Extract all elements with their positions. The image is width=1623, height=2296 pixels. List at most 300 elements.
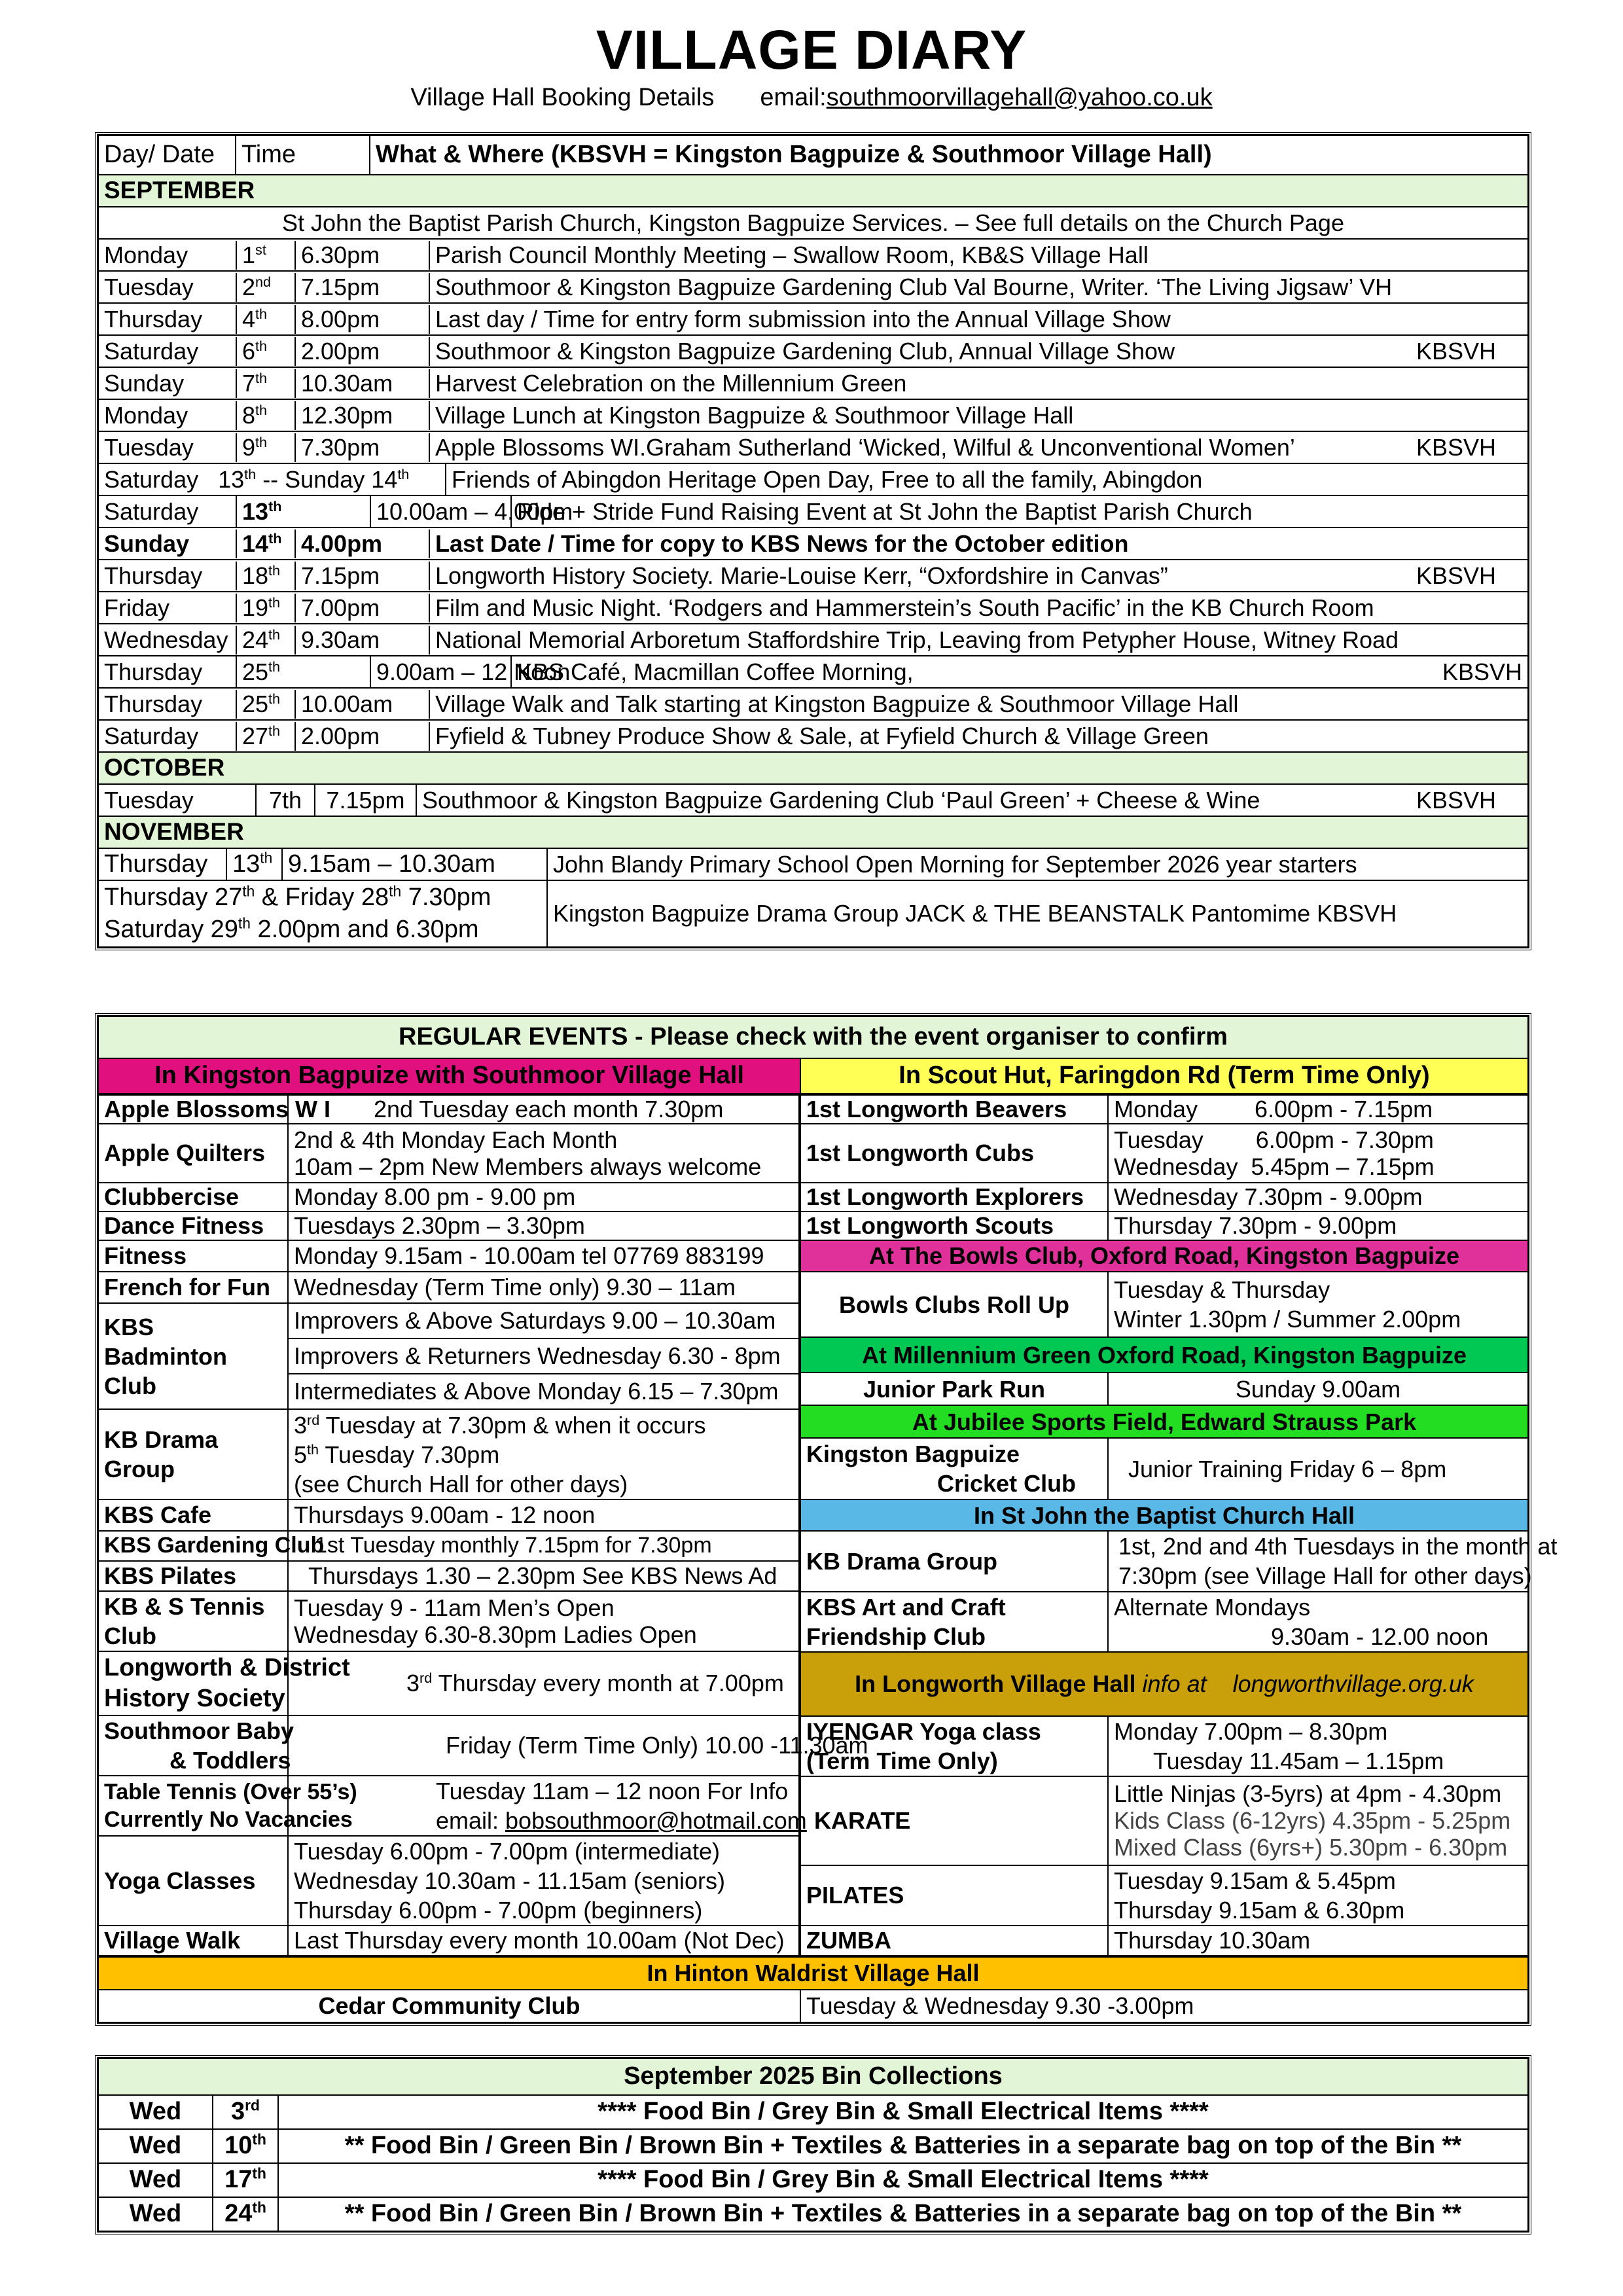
jubilee-field-header: At Jubilee Sports Field, Edward Strauss Park bbox=[800, 1405, 1528, 1438]
event-date-cell bbox=[236, 722, 295, 751]
event-schedule: Wednesday (Term Time only) 9.30 – 11am bbox=[288, 1272, 799, 1303]
event-time: 9.00am – 12 Noon bbox=[370, 656, 511, 687]
regular-event-row bbox=[800, 1438, 1528, 1499]
event-name: 1st Longworth Scouts bbox=[800, 1211, 1108, 1240]
col-day-date: Day/ Date bbox=[98, 135, 236, 175]
event-time: 9.15am – 10.30am bbox=[282, 849, 547, 880]
event-schedule: Intermediates & Above Monday 6.15 – 7.30pm bbox=[288, 1374, 799, 1409]
event-schedule: Monday 7.00pm – 8.30pm bbox=[1114, 1717, 1388, 1745]
event-date: 7 bbox=[242, 369, 256, 397]
event-row bbox=[98, 495, 1528, 528]
event-description: Village Walk and Talk starting at Kingston Bagpuize & Southmoor Village Hall bbox=[435, 690, 1239, 717]
event-schedule: 5 bbox=[294, 1441, 308, 1468]
event-day: Thursday bbox=[99, 690, 236, 719]
event-schedule: Thursday 10.30am bbox=[1108, 1926, 1528, 1956]
date-suffix: th bbox=[252, 2164, 266, 2182]
date-suffix: th bbox=[242, 882, 255, 899]
bin-row bbox=[98, 2129, 1528, 2163]
bin-collections-frame bbox=[95, 2055, 1531, 2234]
event-name: KB Drama Group bbox=[800, 1531, 1108, 1591]
event-day: Tuesday bbox=[99, 433, 236, 462]
event-day: Saturday bbox=[99, 722, 236, 751]
event-name: KBS Badminton Club bbox=[98, 1303, 288, 1409]
longworth-hall-header: In Longworth Village Hall bbox=[855, 1670, 1136, 1697]
event-time: 8.00pm bbox=[295, 305, 429, 334]
event-name: Yoga Classes bbox=[98, 1836, 288, 1926]
event-schedule: Thursday 6.00pm - 7.00pm (beginners) bbox=[294, 1897, 703, 1924]
event-schedule: Tuesday 11.45am – 1.15pm bbox=[1153, 1747, 1444, 1774]
event-row bbox=[98, 431, 1528, 463]
date-suffix: th bbox=[389, 882, 402, 899]
bowls-club-header: At The Bowls Club, Oxford Road, Kingston Bagpuize bbox=[800, 1240, 1528, 1272]
event-description: Southmoor & Kingston Bagpuize Gardening Club, Annual Village Show bbox=[435, 337, 1175, 365]
event-schedule: Junior Training Friday 6 – 8pm bbox=[1108, 1438, 1528, 1499]
event-date: 25 bbox=[242, 690, 269, 717]
regular-event-row bbox=[98, 1836, 799, 1926]
event-schedule: Improvers & Above Saturdays 9.00 – 10.30am bbox=[288, 1303, 799, 1338]
event-schedule: Wednesday 10.30am - 11.15am (seniors) bbox=[294, 1867, 726, 1894]
panto-time: 2.00pm and 6.30pm bbox=[250, 916, 479, 943]
regular-event-row bbox=[800, 1372, 1528, 1405]
event-row bbox=[98, 880, 1528, 947]
event-day: Thursday bbox=[99, 849, 226, 880]
date-suffix: th bbox=[268, 562, 281, 579]
panto-date: Saturday 29 bbox=[104, 916, 238, 943]
event-schedule: 7:30pm (see Village Hall for other days) bbox=[1118, 1562, 1532, 1590]
regular-events-table bbox=[98, 1016, 1529, 1094]
bin-day: Wed bbox=[98, 2197, 213, 2231]
date-suffix: rd bbox=[307, 1411, 320, 1428]
regular-event-row bbox=[98, 1124, 799, 1183]
event-description: National Memorial Arboretum Staffordshire Trip, Leaving from Petypher House, Witney Road bbox=[435, 626, 1399, 653]
bin-row bbox=[98, 2095, 1528, 2129]
date-suffix: th bbox=[397, 465, 410, 482]
event-time: 7.15pm bbox=[295, 273, 429, 302]
event-name: History Society bbox=[104, 1685, 285, 1712]
event-schedule: 1st Tuesday monthly 7.15pm for 7.30pm bbox=[288, 1531, 799, 1561]
event-time: 10.00am – 4.00pm bbox=[370, 496, 511, 527]
regular-event-row bbox=[800, 1716, 1528, 1776]
bin-collections-table bbox=[98, 2058, 1529, 2232]
church-note: St John the Baptist Parish Church, Kingston Bagpuize Services. – See full details on the Church Page bbox=[98, 207, 1528, 239]
event-schedule: Tuesday & Thursday bbox=[1114, 1276, 1330, 1304]
event-date: 6 bbox=[242, 337, 256, 365]
event-time: 10.30am bbox=[295, 369, 429, 398]
date-suffix: st bbox=[255, 241, 266, 258]
event-description: John Blandy Primary School Open Morning for September 2026 year starters bbox=[553, 850, 1357, 878]
event-description: Southmoor & Kingston Bagpuize Gardening Club ‘Paul Green’ + Cheese & Wine bbox=[422, 786, 1260, 814]
panto-dates-line1 bbox=[104, 882, 541, 914]
date-suffix: th bbox=[255, 369, 268, 386]
event-description: Parish Council Monthly Meeting – Swallow Room, KB&S Village Hall bbox=[435, 241, 1149, 268]
event-name: Apple Blossoms W I bbox=[98, 1095, 288, 1124]
event-time: 2.00pm bbox=[295, 722, 429, 751]
event-name: 1st Longworth Cubs bbox=[800, 1124, 1108, 1183]
event-day: Friday bbox=[99, 594, 236, 622]
event-what-cell bbox=[429, 401, 1527, 430]
event-name: KARATE bbox=[800, 1776, 1108, 1865]
event-time: 7.00pm bbox=[295, 594, 429, 622]
regular-event-row bbox=[98, 1183, 799, 1211]
date-suffix: th bbox=[268, 690, 281, 707]
regular-event-row bbox=[800, 1531, 1528, 1591]
event-schedule: Kids Class (6-12yrs) 4.35pm - 5.25pm bbox=[1114, 1807, 1511, 1835]
event-time: 7.30pm bbox=[295, 433, 429, 462]
event-schedule: 6.00pm - 7.15pm bbox=[1255, 1096, 1433, 1123]
event-schedule: Tuesday 7.30pm bbox=[319, 1441, 500, 1468]
regular-event-row bbox=[98, 1715, 799, 1776]
bin-day: Wed bbox=[98, 2163, 213, 2197]
event-name: Village Walk bbox=[98, 1926, 288, 1956]
bin-day: Wed bbox=[98, 2129, 213, 2163]
booking-details bbox=[0, 84, 1623, 112]
event-day: Tuesday bbox=[99, 273, 236, 302]
event-schedule: 2nd & 4th Monday Each Month bbox=[294, 1126, 618, 1153]
event-day: Thursday bbox=[99, 305, 236, 334]
date-suffix: nd bbox=[255, 273, 272, 290]
event-day: Saturday bbox=[99, 496, 236, 527]
bin-day: Wed bbox=[98, 2095, 213, 2129]
event-name: Cricket Club bbox=[937, 1470, 1077, 1498]
event-schedule: 2nd Tuesday each month 7.30pm bbox=[288, 1095, 799, 1124]
event-name: Dance Fitness bbox=[98, 1211, 288, 1240]
event-time: 6.30pm bbox=[295, 241, 429, 270]
event-schedule: Wednesday 7.30pm - 9.00pm bbox=[1108, 1183, 1528, 1211]
event-schedule: Little Ninjas (3-5yrs) at 4pm - 4.30pm bbox=[1114, 1780, 1502, 1807]
event-description: Village Lunch at Kingston Bagpuize & Southmoor Village Hall bbox=[435, 401, 1074, 429]
date-suffix: th bbox=[252, 2130, 266, 2148]
panto-dates-line2 bbox=[104, 914, 541, 946]
date-suffix: th bbox=[255, 337, 268, 354]
regular-events-title: REGULAR EVENTS - Please check with the event organiser to confirm bbox=[98, 1016, 1528, 1058]
event-date-cell bbox=[236, 369, 295, 398]
bin-row bbox=[98, 2197, 1528, 2231]
event-schedule: Tuesday 9 - 11am Men’s Open bbox=[294, 1594, 615, 1621]
date-suffix: rd bbox=[419, 1670, 433, 1687]
bin-collections-title: September 2025 Bin Collections bbox=[98, 2058, 1528, 2095]
month-october: OCTOBER bbox=[98, 752, 1528, 784]
event-what-cell bbox=[429, 369, 1527, 398]
event-venue-tag: KBSVH bbox=[1442, 658, 1522, 685]
event-schedule: Tuesday 6.00pm - 7.30pm bbox=[1114, 1126, 1434, 1153]
event-date: 25 bbox=[242, 658, 269, 685]
event-row bbox=[98, 560, 1528, 592]
event-name: & Toddlers bbox=[169, 1747, 291, 1774]
event-date-cell bbox=[236, 626, 295, 655]
month-november: NOVEMBER bbox=[98, 816, 1528, 848]
event-date: 1 bbox=[242, 241, 256, 268]
event-date: 13 bbox=[242, 497, 269, 525]
regular-event-row bbox=[800, 1124, 1528, 1183]
regular-event-row bbox=[98, 1926, 799, 1956]
event-row bbox=[98, 784, 1528, 816]
event-venue-tag: KBSVH bbox=[1416, 562, 1496, 589]
event-time: 9.30am bbox=[295, 626, 429, 655]
event-description: Friends of Abingdon Heritage Open Day, Free to all the family, Abingdon bbox=[452, 465, 1203, 493]
event-description: KBS Café, Macmillan Coffee Morning, bbox=[517, 658, 914, 685]
event-schedule: Alternate Mondays bbox=[1114, 1593, 1311, 1621]
event-date-cell bbox=[236, 529, 295, 558]
event-day: Saturday bbox=[99, 337, 236, 366]
regular-event-row bbox=[98, 1776, 799, 1836]
event-day: Monday bbox=[99, 241, 236, 270]
panto-date: & Friday 28 bbox=[255, 883, 389, 911]
event-name: ZUMBA bbox=[800, 1926, 1108, 1956]
regular-event-row bbox=[800, 1776, 1528, 1865]
september-events bbox=[98, 239, 1528, 463]
bin-date: 17 bbox=[224, 2166, 253, 2194]
event-schedule: Tuesday 9.15am & 5.45pm bbox=[1114, 1867, 1396, 1894]
event-date-cell bbox=[236, 690, 295, 719]
event-schedule: 9.30am - 12.00 noon bbox=[1271, 1623, 1489, 1650]
regular-event-row bbox=[98, 1990, 1528, 2022]
event-schedule: Last Thursday every month 10.00am (Not Dec) bbox=[288, 1926, 799, 1956]
bin-rows bbox=[98, 2095, 1528, 2231]
event-description: Southmoor & Kingston Bagpuize Gardening Club Val Bourne, Writer. ‘The Living Jigsaw’ VH bbox=[435, 273, 1393, 300]
event-name: PILATES bbox=[800, 1865, 1108, 1926]
diary-table bbox=[98, 135, 1529, 948]
event-name: Clubbercise bbox=[98, 1183, 288, 1211]
event-time: 10.00am bbox=[295, 690, 429, 719]
date-suffix: th bbox=[268, 497, 282, 514]
bin-date: 10 bbox=[224, 2132, 253, 2160]
longworth-website-link[interactable]: longworthvillage.org.uk bbox=[1232, 1670, 1474, 1697]
event-description: Ride + Stride Fund Raising Event at St John the Baptist Parish Church bbox=[517, 497, 1253, 525]
event-date-cell bbox=[236, 562, 295, 590]
event-schedule: 3 bbox=[294, 1411, 308, 1439]
event-description: Longworth History Society. Marie-Louise Kerr, “Oxfordshire in Canvas” bbox=[435, 562, 1168, 589]
event-what-cell bbox=[429, 273, 1527, 302]
bin-description: **** Food Bin / Grey Bin & Small Electrical Items **** bbox=[278, 2163, 1528, 2197]
millennium-green-header: At Millennium Green Oxford Road, Kingston Bagpuize bbox=[800, 1337, 1528, 1372]
regular-event-row bbox=[98, 1561, 799, 1591]
bin-row bbox=[98, 2163, 1528, 2197]
date-suffix: th bbox=[307, 1441, 319, 1458]
event-what-cell bbox=[429, 594, 1527, 622]
regular-columns bbox=[98, 1094, 1558, 1956]
date-suffix: th bbox=[255, 305, 268, 322]
regular-event-row bbox=[800, 1272, 1528, 1337]
event-row bbox=[98, 848, 1528, 880]
regular-event-row bbox=[800, 1865, 1528, 1926]
event-date-cell bbox=[236, 273, 295, 302]
event-schedule: Wednesday 6.30-8.30pm Ladies Open bbox=[294, 1621, 697, 1648]
event-name: KBS Cafe bbox=[98, 1499, 288, 1531]
event-row bbox=[98, 271, 1528, 303]
event-schedule: Monday 8.00 pm - 9.00 pm bbox=[288, 1183, 799, 1211]
event-day: Monday bbox=[1114, 1096, 1198, 1123]
event-schedule: Tuesday 11am – 12 noon For Info bbox=[436, 1778, 789, 1804]
event-day: Wednesday bbox=[99, 626, 236, 655]
kbs-village-hall-header: In Kingston Bagpuize with Southmoor Village Hall bbox=[98, 1058, 800, 1094]
event-description: Last Date / Time for copy to KBS News for the October edition bbox=[435, 529, 1129, 557]
event-what-cell bbox=[429, 562, 1527, 590]
event-what-cell bbox=[429, 529, 1527, 558]
col-time: Time bbox=[236, 135, 370, 175]
event-day: Saturday bbox=[104, 465, 199, 493]
bin-date: 24 bbox=[224, 2200, 253, 2228]
event-name: Longworth & District bbox=[104, 1653, 350, 1681]
regular-event-row bbox=[98, 1531, 799, 1561]
event-schedule: (see Church Hall for other days) bbox=[294, 1470, 628, 1498]
event-schedule: Wednesday 5.45pm – 7.15pm bbox=[1114, 1153, 1435, 1181]
date-suffix: th bbox=[255, 401, 268, 418]
event-date: 13 bbox=[232, 850, 260, 878]
diary-frame bbox=[95, 132, 1531, 950]
event-time: 12.30pm bbox=[295, 401, 429, 430]
event-date-cell bbox=[236, 241, 295, 270]
event-schedule: Improvers & Returners Wednesday 6.30 - 8pm bbox=[288, 1338, 799, 1374]
event-description: Film and Music Night. ‘Rodgers and Hammerstein’s South Pacific’ in the KB Church Room bbox=[435, 594, 1374, 621]
regular-event-row bbox=[800, 1926, 1528, 1956]
bin-date-cell bbox=[213, 2197, 278, 2231]
booking-label: Village Hall Booking Details bbox=[410, 84, 715, 111]
event-date-cell bbox=[236, 401, 295, 430]
event-date: 18 bbox=[242, 562, 269, 589]
regular-event-row bbox=[98, 1272, 799, 1303]
event-description: Apple Blossoms WI.Graham Sutherland ‘Wicked, Wilful & Unconventional Women’ bbox=[435, 433, 1295, 461]
date-suffix: th bbox=[268, 722, 281, 739]
event-date: 24 bbox=[242, 626, 269, 653]
booking-email-link[interactable]: southmoorvillagehall@yahoo.co.uk bbox=[826, 84, 1213, 111]
regular-event-row bbox=[98, 1409, 799, 1499]
event-row bbox=[98, 720, 1528, 752]
event-name: (Term Time Only) bbox=[806, 1747, 998, 1774]
event-date: 9 bbox=[242, 433, 256, 461]
hinton-events bbox=[98, 1956, 1529, 2023]
event-row bbox=[98, 335, 1528, 367]
regular-events-frame bbox=[95, 1013, 1558, 2026]
event-date: 27 bbox=[242, 722, 269, 749]
bin-description: **** Food Bin / Grey Bin & Small Electrical Items **** bbox=[278, 2095, 1528, 2129]
event-name: Apple Quilters bbox=[98, 1124, 288, 1183]
event-name: KBS Pilates bbox=[98, 1561, 288, 1591]
event-schedule: Tuesday 6.00pm - 7.00pm (intermediate) bbox=[294, 1838, 720, 1865]
event-description: Last day / Time for entry form submission into the Annual Village Show bbox=[435, 305, 1171, 332]
event-what-cell bbox=[429, 433, 1527, 462]
regular-event-row bbox=[98, 1591, 799, 1651]
regular-event-row bbox=[98, 1303, 799, 1338]
event-row bbox=[98, 367, 1528, 399]
event-date-cell bbox=[236, 305, 295, 334]
email-label: email: bbox=[436, 1807, 506, 1834]
event-name: KBS Gardening Club bbox=[98, 1531, 288, 1561]
regular-event-row bbox=[800, 1095, 1528, 1124]
email-label: email: bbox=[760, 84, 827, 111]
event-name: Table Tennis (Over 55’s) bbox=[104, 1779, 357, 1804]
event-name: IYENGAR Yoga class bbox=[806, 1717, 1041, 1745]
event-schedule: Tuesday & Wednesday 9.30 -3.00pm bbox=[800, 1990, 1528, 2022]
regular-event-row bbox=[98, 1211, 799, 1240]
event-row bbox=[98, 688, 1528, 720]
regular-event-row bbox=[98, 1651, 799, 1715]
event-day: Thursday bbox=[99, 562, 236, 590]
bin-description: ** Food Bin / Green Bin / Brown Bin + Textiles & Batteries in a separate bag on top of the Bin ** bbox=[278, 2129, 1528, 2163]
date-suffix: th bbox=[260, 849, 273, 866]
event-description: Harvest Celebration on the Millennium Green bbox=[435, 369, 907, 397]
event-day: Tuesday bbox=[99, 785, 256, 816]
event-name: KB Drama Group bbox=[98, 1409, 288, 1499]
event-time: 4.00pm bbox=[295, 529, 429, 558]
event-name: Bowls Clubs Roll Up bbox=[800, 1272, 1108, 1337]
regular-event-row bbox=[98, 1240, 799, 1272]
event-venue-tag: KBSVH bbox=[1416, 433, 1496, 461]
event-venue-tag: KBSVH bbox=[1416, 337, 1496, 365]
event-name: 1st Longworth Beavers bbox=[800, 1095, 1108, 1124]
event-schedule: Mixed Class (6yrs+) 5.30pm - 6.30pm bbox=[1114, 1834, 1508, 1861]
page-title: VILLAGE DIARY bbox=[596, 19, 1027, 81]
date-suffix: th bbox=[252, 2198, 266, 2216]
event-schedule: 3 bbox=[406, 1670, 420, 1697]
other-venue-events bbox=[800, 1094, 1558, 1956]
event-date-cell bbox=[236, 594, 295, 622]
event-schedule: Thursday 7.30pm - 9.00pm bbox=[1108, 1211, 1528, 1240]
event-name: Cedar Community Club bbox=[98, 1990, 800, 2022]
event-name: Kingston Bagpuize bbox=[806, 1441, 1020, 1468]
event-schedule: Tuesday at 7.30pm & when it occurs bbox=[319, 1411, 706, 1439]
event-name: Junior Park Run bbox=[800, 1372, 1108, 1405]
date-suffix: th bbox=[255, 433, 268, 450]
event-date-cell bbox=[236, 337, 295, 366]
event-description: Fyfield & Tubney Produce Show & Sale, at Fyfield Church & Village Green bbox=[435, 722, 1209, 749]
event-what-cell bbox=[429, 337, 1527, 366]
event-day: Sunday bbox=[99, 369, 236, 398]
event-date-range: -- Sunday 14 bbox=[262, 465, 398, 493]
event-schedule: Winter 1.30pm / Summer 2.00pm bbox=[1114, 1306, 1461, 1333]
event-what-cell bbox=[429, 626, 1527, 655]
event-date: 13 bbox=[218, 465, 245, 493]
event-day: Monday bbox=[99, 401, 236, 430]
date-suffix: th bbox=[268, 529, 282, 547]
regular-event-row bbox=[800, 1211, 1528, 1240]
event-schedule: Monday 9.15am - 10.00am tel 07769 883199 bbox=[288, 1240, 799, 1272]
event-name: Fitness bbox=[98, 1240, 288, 1272]
event-time: 7.15pm bbox=[315, 785, 416, 816]
event-date: 19 bbox=[242, 594, 269, 621]
event-date: 4 bbox=[242, 305, 256, 332]
event-row bbox=[98, 463, 1528, 495]
event-date-cell bbox=[236, 433, 295, 462]
month-september: SEPTEMBER bbox=[98, 175, 1528, 207]
event-description: Kingston Bagpuize Drama Group JACK & THE BEANSTALK Pantomime KBSVH bbox=[553, 900, 1397, 927]
event-schedule: 10am – 2pm New Members always welcome bbox=[294, 1153, 762, 1180]
date-suffix: th bbox=[244, 465, 257, 482]
bin-description: ** Food Bin / Green Bin / Brown Bin + Textiles & Batteries in a separate bag on top of the Bin ** bbox=[278, 2197, 1528, 2231]
event-what-cell bbox=[429, 722, 1527, 751]
event-row bbox=[98, 592, 1528, 624]
bin-date: 3 bbox=[231, 2098, 245, 2126]
event-row bbox=[98, 303, 1528, 335]
event-name: KB & S Tennis Club bbox=[98, 1591, 288, 1651]
date-suffix: th bbox=[268, 658, 281, 675]
event-row bbox=[98, 528, 1528, 560]
bin-date-cell bbox=[213, 2129, 278, 2163]
event-time: 7.15pm bbox=[295, 562, 429, 590]
col-what-where: What & Where (KBSVH = Kingston Bagpuize & Southmoor Village Hall) bbox=[370, 135, 1528, 175]
bin-date-cell bbox=[213, 2095, 278, 2129]
event-schedule: Friday (Term Time Only) 10.00 -11.30am bbox=[288, 1715, 799, 1776]
table-tennis-email-link[interactable]: bobsouthmoor@hotmail.com bbox=[505, 1807, 807, 1834]
church-hall-header: In St John the Baptist Church Hall bbox=[800, 1499, 1528, 1531]
regular-event-row bbox=[98, 1499, 799, 1531]
diary-header-row bbox=[98, 135, 1528, 175]
event-row bbox=[98, 624, 1528, 656]
september-events bbox=[98, 528, 1528, 656]
event-name: KBS Art and Craft Friendship Club bbox=[800, 1592, 1108, 1652]
event-time: 2.00pm bbox=[295, 337, 429, 366]
bin-date-cell bbox=[213, 2163, 278, 2197]
date-suffix: rd bbox=[245, 2096, 260, 2114]
